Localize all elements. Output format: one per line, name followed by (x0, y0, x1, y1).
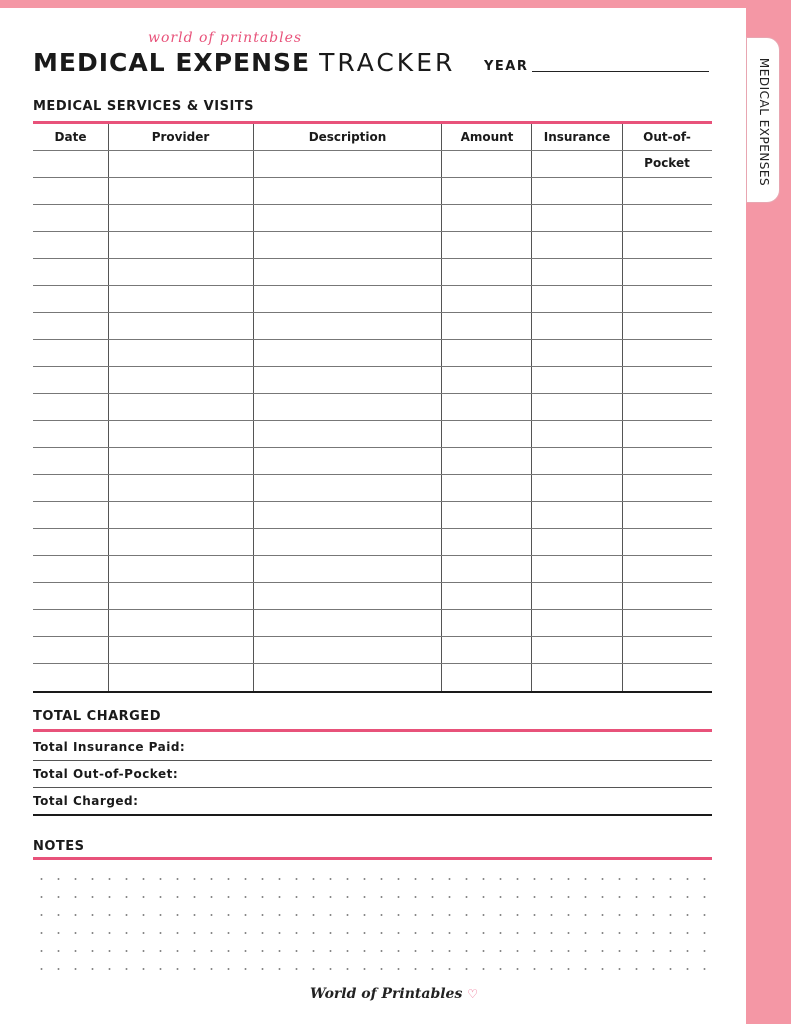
table-row[interactable] (33, 231, 712, 232)
total-out-of-pocket-field[interactable] (33, 787, 712, 788)
table-row[interactable] (33, 447, 712, 448)
table-row[interactable] (33, 609, 712, 610)
notes-dot-row (33, 932, 713, 934)
table-row[interactable] (33, 528, 712, 529)
table-row[interactable] (33, 474, 712, 475)
heart-icon: ♡ (467, 987, 478, 1001)
services-section-title: MEDICAL SERVICES & VISITS (33, 99, 255, 114)
table-row[interactable] (33, 420, 712, 421)
table-row[interactable] (33, 501, 712, 502)
notes-dot-row (33, 896, 713, 898)
page-title-light: TRACKER (319, 48, 456, 77)
column-header-amount: Amount (460, 130, 514, 144)
table-row[interactable] (33, 204, 712, 205)
total-insurance-paid-label: Total Insurance Paid: (33, 740, 186, 754)
footer-logo-text: World of Printables (310, 986, 463, 1002)
table-row[interactable] (33, 366, 712, 367)
column-header-out-of-pocket: Out-of-Pocket (643, 130, 691, 170)
table-row[interactable] (33, 285, 712, 286)
column-header-provider: Provider (151, 130, 210, 144)
table-row[interactable] (33, 555, 712, 556)
brand-script-mark: world of printables (148, 30, 303, 46)
year-label: YEAR (484, 59, 529, 74)
year-field[interactable] (532, 71, 709, 72)
total-out-of-pocket-label: Total Out-of-Pocket: (33, 767, 179, 781)
column-divider (531, 124, 532, 692)
column-header-description: Description (308, 130, 387, 144)
total-charged-field[interactable] (33, 814, 712, 816)
column-header-insurance: Insurance (543, 130, 611, 144)
table-row[interactable] (33, 582, 712, 583)
notes-accent-rule (33, 857, 712, 860)
notes-dot-row (33, 950, 713, 952)
column-divider (253, 124, 254, 692)
column-divider (441, 124, 442, 692)
table-row[interactable] (33, 150, 712, 151)
printable-page (0, 8, 746, 1024)
table-row[interactable] (33, 663, 712, 664)
notes-section-title: NOTES (33, 839, 85, 854)
table-bottom-rule (33, 691, 712, 693)
page-title-bold: MEDICAL EXPENSE (33, 48, 311, 77)
notes-dot-row (33, 878, 713, 880)
column-divider (108, 124, 109, 692)
table-row[interactable] (33, 177, 712, 178)
table-row[interactable] (33, 636, 712, 637)
table-row[interactable] (33, 312, 712, 313)
notes-dot-row (33, 968, 713, 970)
table-row[interactable] (33, 339, 712, 340)
total-charged-label: Total Charged: (33, 794, 139, 808)
table-row[interactable] (33, 258, 712, 259)
footer-logo (310, 986, 478, 1002)
notes-dot-row (33, 914, 713, 916)
side-tab-label: MEDICAL EXPENSES (757, 57, 771, 187)
totals-section-title: TOTAL CHARGED (33, 709, 161, 724)
page-title (33, 48, 455, 77)
column-header-date: Date (54, 130, 87, 144)
column-divider (622, 124, 623, 692)
totals-accent-rule (33, 729, 712, 732)
table-row[interactable] (33, 393, 712, 394)
total-insurance-paid-field[interactable] (33, 760, 712, 761)
